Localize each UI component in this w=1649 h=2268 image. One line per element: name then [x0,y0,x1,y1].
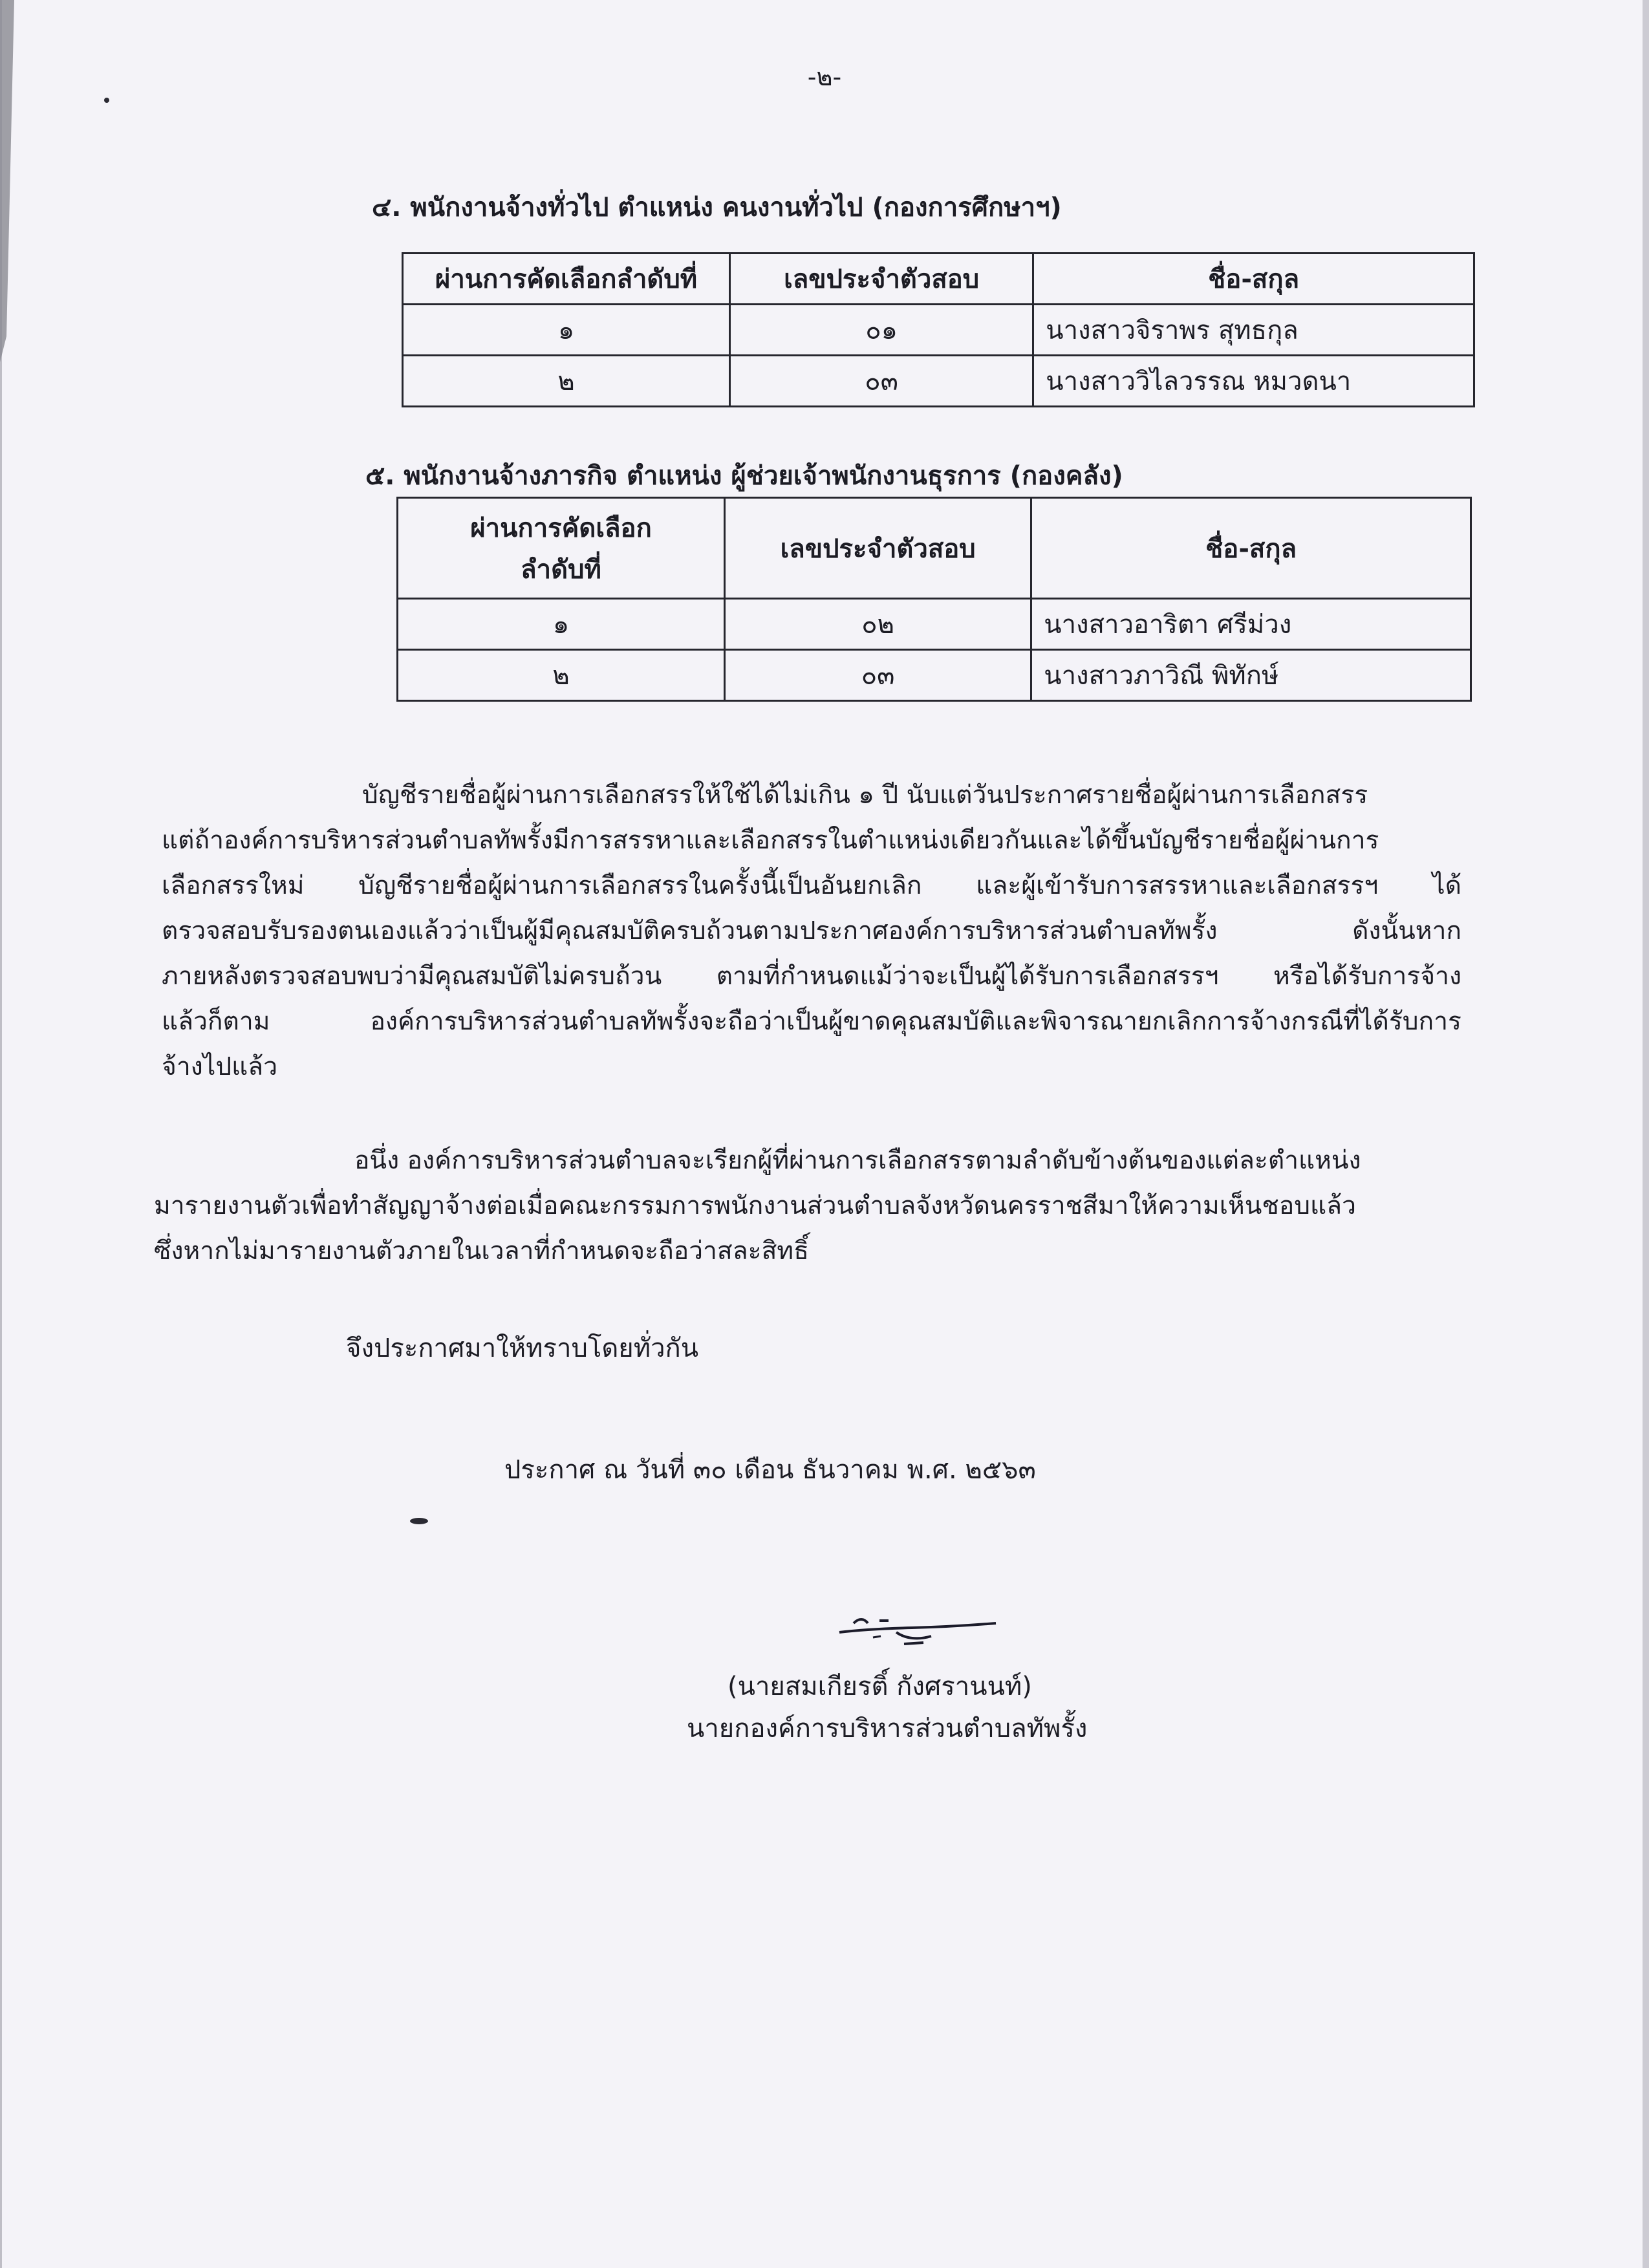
exam-number-cell: ๐๑ [730,305,1033,356]
scan-shadow-right [1623,0,1649,2268]
paragraph-line: ภายหลังตรวจสอบพบว่ามีคุณสมบัติไม่ครบถ้วน ตามที่กำหนดแม้ว่าจะเป็นผู้ได้รับการเลือกสรรฯ หรือได้รับการจ้าง [162,962,1461,991]
section-5-table [396,497,1472,702]
paragraph-line: บัญชีรายชื่อผู้ผ่านการเลือกสรรให้ใช้ได้ไม่เกิน ๑ ปี นับแต่วันประกาศรายชื่อผู้ผ่านการเลือกสรร [362,781,1368,810]
name-cell: นางสาวภาวิณี พิทักษ์ [1031,650,1471,701]
header-rank-line-2: ลำดับที่ [521,554,601,585]
paragraph-line: ตรวจสอบรับรองตนเองแล้วว่าเป็นผู้มีคุณสมบัติครบถ้วนตามประกาศองค์การบริหารส่วนตำบลทัพรั้ง ดังนั้นหาก [162,916,1461,945]
table-header-row [398,498,1471,599]
reporting-paragraph [154,1138,1460,1274]
header-exam-number: เลขประจำตัวสอบ [725,498,1031,599]
rank-cell: ๒ [398,650,725,701]
section-4-table [402,252,1475,407]
rank-cell: ๒ [403,356,730,407]
section-4-heading: ๔. พนักงานจ้างทั่วไป ตำแหน่ง คนงานทั่วไป (กองการศึกษาฯ) [372,193,1062,222]
validity-paragraph [162,773,1461,1090]
signer-name: (นายสมเกียรติ์ กังศรานนท์) [727,1672,1032,1701]
section-5-heading: ๕. พนักงานจ้างภารกิจ ตำแหน่ง ผู้ช่วยเจ้าพนักงานธุรการ (กองคลัง) [365,461,1123,491]
paragraph-line: มารายงานตัวเพื่อทำสัญญาจ้างต่อเมื่อคณะกรรมการพนักงานส่วนตำบลจังหวัดนครราชสีมาให้ความเห็นชอบแล้ว [154,1191,1356,1220]
table-row [398,599,1471,650]
paragraph-line: แต่ถ้าองค์การบริหารส่วนตำบลทัพรั้งมีการสรรหาและเลือกสรรในตำแหน่งเดียวกันและได้ขึ้นบัญชีรายชื่อผู้ผ่านการ [162,826,1379,855]
scan-shadow-left [0,0,39,2268]
announcement-line: จึงประกาศมาให้ทราบโดยทั่วกัน [346,1334,699,1363]
exam-number-cell: ๐๓ [725,650,1031,701]
table-row [403,356,1474,407]
exam-number-cell: ๐๓ [730,356,1033,407]
table-row [398,650,1471,701]
header-rank: ผ่านการคัดเลือกลำดับที่ [403,254,730,305]
paragraph-line: จ้างไปแล้ว [162,1052,278,1081]
name-cell: นางสาวจิราพร สุทธกุล [1033,305,1474,356]
signer-title: นายกองค์การบริหารส่วนตำบลทัพรั้ง [687,1714,1088,1744]
paragraph-line: เลือกสรรใหม่ บัญชีรายชื่อผู้ผ่านการเลือกสรรในครั้งนี้เป็นอันยกเลิก และผู้เข้ารับการสรรหาและเลือกสรรฯ ได้ [162,871,1461,900]
table-header-row [403,254,1474,305]
page-number: -๒- [807,63,842,91]
header-full-name: ชื่อ-สกุล [1033,254,1474,305]
paragraph-line: ซึ่งหากไม่มารายงานตัวภายในเวลาที่กำหนดจะถือว่าสละสิทธิ์ [154,1237,809,1266]
header-full-name: ชื่อ-สกุล [1031,498,1471,599]
paragraph-line: แล้วก็ตาม องค์การบริหารส่วนตำบลทัพรั้งจะถือว่าเป็นผู้ขาดคุณสมบัติและพิจารณายกเลิกการจ้างกรณีที่ได้รับการ [162,1007,1461,1036]
rank-cell: ๑ [398,599,725,650]
announcement-date: ประกาศ ณ วันที่ ๓๐ เดือน ธันวาคม พ.ศ. ๒๕๖๓ [504,1455,1036,1485]
table-row [403,305,1474,356]
paragraph-line: อนึ่ง องค์การบริหารส่วนตำบลจะเรียกผู้ที่ผ่านการเลือกสรรตามลำดับข้างต้นของแต่ละตำแหน่ง [354,1146,1361,1175]
handwritten-signature [834,1604,1002,1662]
header-rank-line-1: ผ่านการคัดเลือก [470,513,652,543]
exam-number-cell: ๐๒ [725,599,1031,650]
header-exam-number: เลขประจำตัวสอบ [730,254,1033,305]
name-cell: นางสาวอาริตา ศรีม่วง [1031,599,1471,650]
name-cell: นางสาววิไลวรรณ หมวดนา [1033,356,1474,407]
header-rank [398,498,725,599]
scan-speck [407,1512,433,1531]
rank-cell: ๑ [403,305,730,356]
